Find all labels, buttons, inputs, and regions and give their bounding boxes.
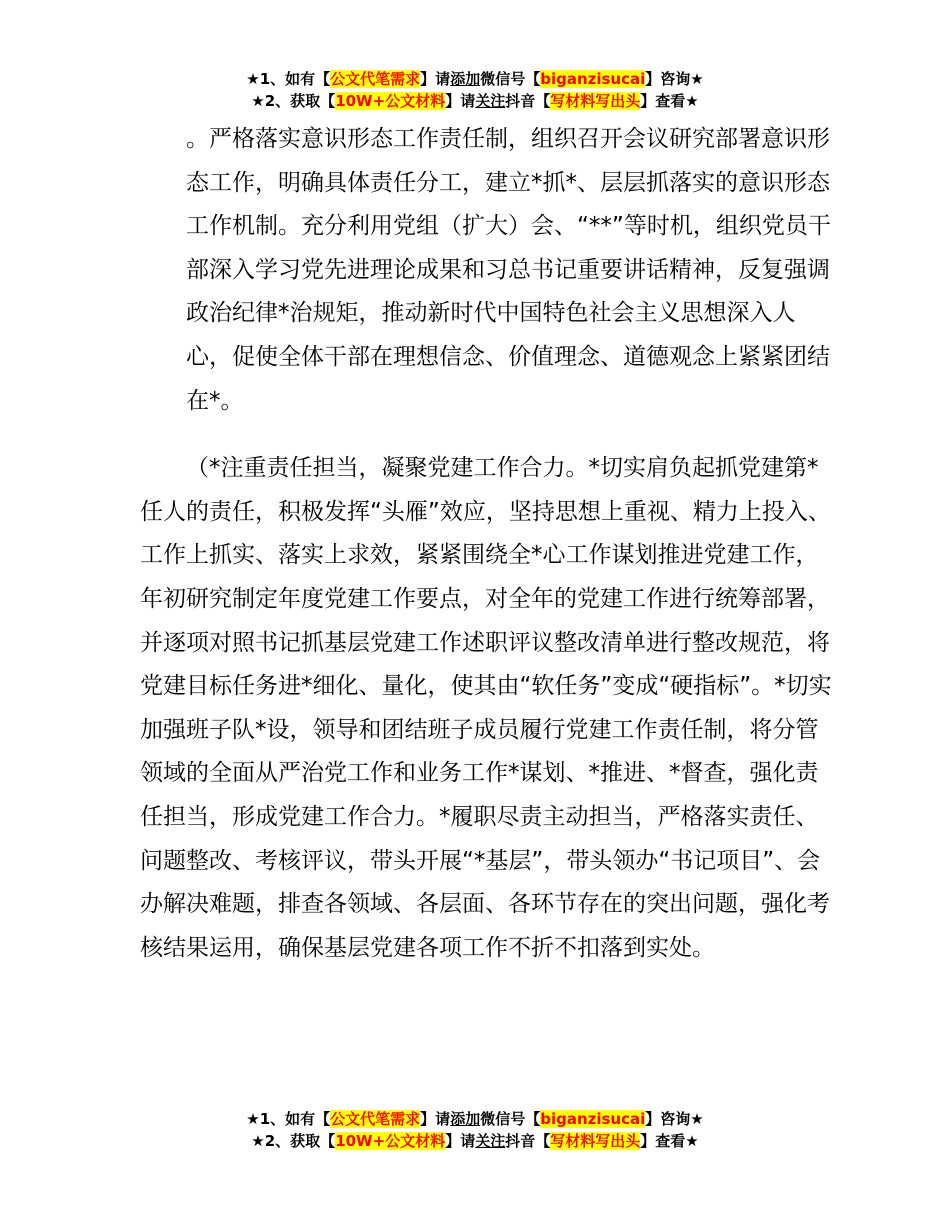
promo-text: ★2、获取【	[251, 92, 336, 110]
promo-highlight: 写材料写出头	[550, 92, 641, 110]
promo-text: 微信号【	[480, 70, 541, 88]
promo-text: 】咨询★	[645, 1110, 704, 1128]
promo-underline: 添加	[450, 70, 481, 88]
promo-text: 抖音【	[505, 92, 551, 110]
promo-text: ★1、如有【	[246, 70, 331, 88]
promo-text: 】咨询★	[645, 70, 704, 88]
promo-header	[0, 68, 950, 112]
paragraph-2-text: （*注重责任担当，凝聚党建工作合力。*切实肩负起抓党建第*任人的责任，积极发挥“头雁”效应，坚持思想上重视、精力上投入、工作上抓实、落实上求效，紧紧围绕全*心工作谋划推进党建工作，年初研究制定年度党建工作要点，对全年的党建工作进行统筹部署，并逐项对照书记抓基层党建工作述职评议整改清单进行整改规范，将党建目标任务进*细化、量化，使其由“软任务”变成“硬指标”。*切实加强班子队*设，领导和团结班子成员履行党建工作责任制，将分管领域的全面从严治党工作和业务工作*谋划、*推进、*督查，强化责任担当，形成党建工作合力。*履职尽责主动担当，严格落实责任、问题整改、考核评议，带头开展“*基层”，带头领办“书记项目”、会办解决难题，排查各领域、各层面、各环节存在的突出问题，强化考核结果运用，确保基层党建各项工作不折不扣落到实处。	[140, 455, 832, 961]
document-body	[140, 118, 840, 970]
promo-highlight: 公文代笔需求	[330, 70, 421, 88]
promo-underline: 关注	[475, 1132, 506, 1150]
promo-highlight: 10W+公文材料	[335, 92, 446, 110]
promo-text: 】请	[445, 92, 476, 110]
promo-line-1	[0, 1108, 950, 1130]
promo-underline: 关注	[475, 92, 506, 110]
promo-line-1	[0, 68, 950, 90]
promo-text: 抖音【	[505, 1132, 551, 1150]
promo-text: 】请	[420, 1110, 451, 1128]
promo-highlight: 10W+公文材料	[335, 1132, 446, 1150]
paragraph-1: 。严格落实意识形态工作责任制，组织召开会议研究部署意识形态工作，明确具体责任分工，建立*抓*、层层抓落实的意识形态工作机制。充分利用党组（扩大）会、“**”等时机，组织党员干部深入学习党先进理论成果和习总书记重要讲话精神，反复强调政治纪律*治规矩，推动新时代中国特色社会主义思想深入人心，促使全体干部在理想信念、价值理念、道德观念上紧紧团结在*。	[186, 126, 831, 414]
promo-text: ★2、获取【	[251, 1132, 336, 1150]
promo-text: ★1、如有【	[246, 1110, 331, 1128]
promo-highlight: 写材料写出头	[550, 1132, 641, 1150]
promo-text: 】请	[420, 70, 451, 88]
promo-line-2	[0, 1130, 950, 1152]
paragraph-2	[140, 447, 840, 970]
promo-text: 微信号【	[480, 1110, 541, 1128]
promo-line-2	[0, 90, 950, 112]
promo-footer	[0, 1108, 950, 1152]
promo-underline: 添加	[450, 1110, 481, 1128]
promo-text: 】查看★	[640, 1132, 699, 1150]
promo-text: 】请	[445, 1132, 476, 1150]
promo-highlight: biganzisucai	[540, 70, 646, 88]
promo-highlight: 公文代笔需求	[330, 1110, 421, 1128]
promo-text: 】查看★	[640, 92, 699, 110]
promo-highlight: biganzisucai	[540, 1110, 646, 1128]
